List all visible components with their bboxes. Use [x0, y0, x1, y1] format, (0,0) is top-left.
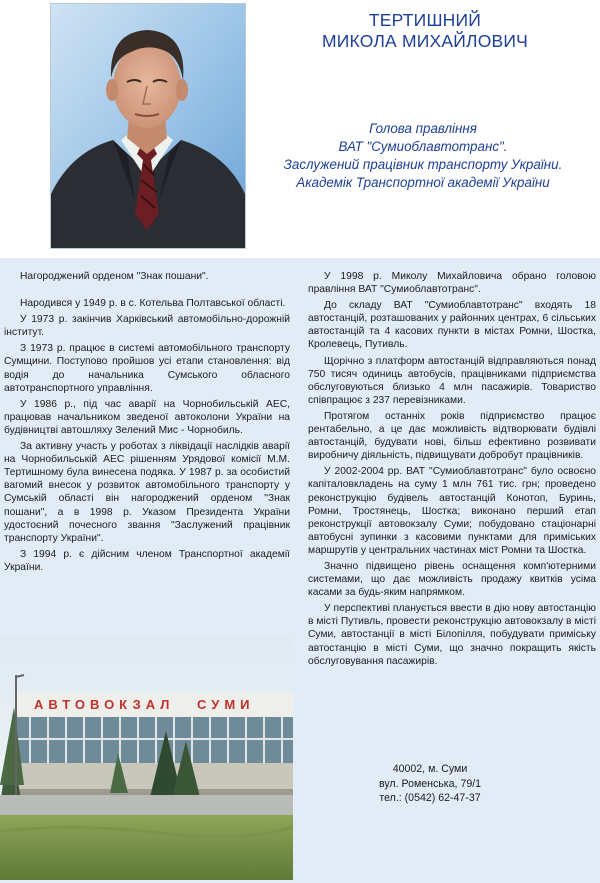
biography-paragraph: З 1973 р. працює в системі автомобільного транспорту Сумщини. Поступово пройшов усі етапи становлення: від водія до начальника Сумського обласного автотранспортного управління.: [4, 343, 290, 394]
biography-paragraph: У 1973 р. закінчив Харківський автомобільно-дорожній інститут.: [4, 314, 290, 339]
biography-paragraph: У 1986 р., під час аварії на Чорнобильській АЕС, працював начальником зведеної автоколони України на будівництві автошляху Зелений Мис - Чорнобиль.: [4, 398, 290, 436]
company-paragraph: У 2002-2004 рр. ВАТ "Сумиоблавтотранс" було освоєно капіталовкладень на суму 1 млн 761 тис. грн; проведено реконструкцію будівель автостанцій Конотоп, Буринь, Ромни, Тростянець, Шостка; виконано перший етап реконструкції автовокзалу Суми; побудовано стаціонарні автобусні зупинки з касовими пунктами для приміських маршрутів у центральних частинах міст Ромни та Шостка.: [308, 466, 596, 556]
title-line: Академік Транспортної академії України: [296, 175, 550, 190]
company-paragraph: До складу ВАТ "Сумиоблавтотранс" входять 18 автостанцій, розташованих у районних центрах, 6 сільських автостанцій та 4 касових пункти в містах Ромни, Шостка, Кролевець, Путивль.: [308, 300, 596, 351]
name-given: МИКОЛА МИХАЙЛОВИЧ: [321, 31, 529, 51]
address-street: вул. Роменська, 79/1: [378, 777, 482, 790]
title-line: Заслужений працівник транспорту України.: [283, 157, 563, 172]
person-titles: [254, 120, 592, 192]
company-column-right: [308, 270, 596, 671]
award-note: Нагороджений орденом "Знак пошани".: [20, 271, 209, 282]
address-city: 40002, м. Суми: [392, 763, 468, 775]
biography-paragraph: Народився у 1949 р. в с. Котельва Полтавської області.: [20, 298, 286, 310]
company-paragraph: У 1998 р. Миколу Михайловича обрано головою правління ВАТ "Сумиоблавтотранс".: [308, 271, 596, 296]
address-phone: тел.: (0542) 62-47-37: [379, 792, 481, 804]
person-name: [290, 10, 560, 52]
biography-paragraph: За активну участь у роботах з ліквідації наслідків аварії на Чорнобильській АЕС рішенням Урядової комісії М.М. Тертишному була винесена подяка. У 1987 р. за особистий вагомий внесок у розвиток автомобільного транспорту у Сумській області він нагороджений орденом "Знак пошани", а в 1998 р. Указом Президента України удостоєний почесного звання "Заслужений працівник транспорту України".: [4, 441, 290, 544]
portrait-photo: [50, 3, 246, 249]
title-line: Голова правління: [369, 121, 477, 136]
biography-column-left: [4, 270, 290, 577]
contact-address: [330, 762, 530, 806]
biography-paragraph: З 1994 р. є дійсним членом Транспортної академії України.: [4, 548, 290, 573]
company-paragraph: Протягом останніх років підприємство працює рентабельно, а це дає можливість відтворювати будівлі автостанцій, будувати нові, більш ефективно розвивати виробничу діяльність, підвищувати добробут працівників.: [308, 410, 596, 462]
bus-station-photo: [0, 635, 293, 880]
title-line: ВАТ "Сумиоблавтотранс".: [338, 139, 508, 154]
name-surname: ТЕРТИШНИЙ: [368, 10, 482, 30]
company-paragraph: У перспективі планується ввести в дію нову автостанцію в місті Путивль, провести реконструкцію автовокзалу в місті Суми, автостанції в місті Білопілля, побудувати приміську автостанцію в місті Суми, що значно покращить якість обслуговування пасажирів.: [308, 603, 596, 667]
company-paragraph: Щорічно з платформ автостанцій відправляються понад 750 тисяч одиниць автобусів, працівниками підприємства обслуговуються близько 4 млн пасажирів. Товариство співпрацює з 237 перевізниками.: [308, 355, 596, 406]
station-sign: АВТОВОКЗАЛ СУМИ: [34, 697, 255, 712]
company-paragraph: Значно підвищено рівень оснащення комп'ютерними системами, що дає можливість продажу квитків усіма касами за будь-яким напрямком.: [308, 560, 596, 599]
